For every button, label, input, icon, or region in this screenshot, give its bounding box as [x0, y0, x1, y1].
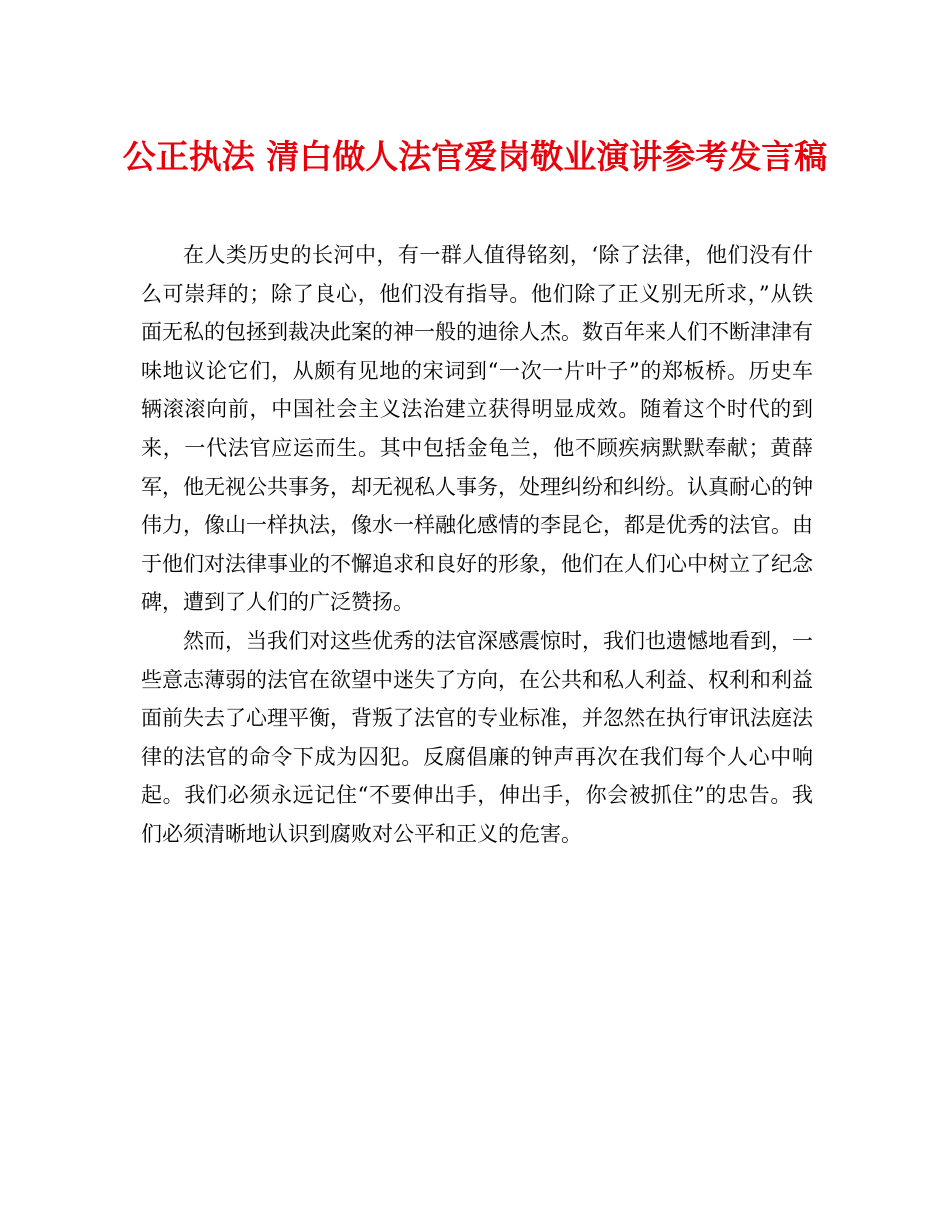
document-body	[141, 236, 813, 854]
document-title: 公正执法 清白做人法官爱岗敬业演讲参考发言稿	[122, 137, 828, 176]
paragraph-1: 在人类历史的长河中，有一群人值得铭刻，‘除了法律，他们没有什么可崇拜的；除了良心，他们没有指导。他们除了正义别无所求，”从铁面无私的包拯到裁决此案的神一般的迪徐人杰。数百年来人们不断津津有味地议论它们，从颇有见地的宋词到“一次一片叶子”的郑板桥。历史车辆滚滚向前，中国社会主义法治建立获得明显成效。随着这个时代的到来，一代法官应运而生。其中包括金龟兰，他不顾疾病默默奉献；黄薛军，他无视公共事务，却无视私人事务，处理纠纷和纠纷。认真耐心的钟伟力，像山一样执法，像水一样融化感情的李昆仑，都是优秀的法官。由于他们对法律事业的不懈追求和良好的形象，他们在人们心中树立了纪念碑，遭到了人们的广泛赞扬。	[141, 243, 813, 615]
paragraph-2: 然而，当我们对这些优秀的法官深感震惊时，我们也遗憾地看到，一些意志薄弱的法官在欲望中迷失了方向，在公共和私人利益、权利和利益面前失去了心理平衡，背叛了法官的专业标准，并忽然在执行审讯法庭法律的法官的命令下成为囚犯。反腐倡廉的钟声再次在我们每个人心中响起。我们必须永远记住“不要伸出手，伸出手，你会被抓住”的忠告。我们必须清晰地认识到腐败对公平和正义的危害。	[141, 628, 813, 846]
